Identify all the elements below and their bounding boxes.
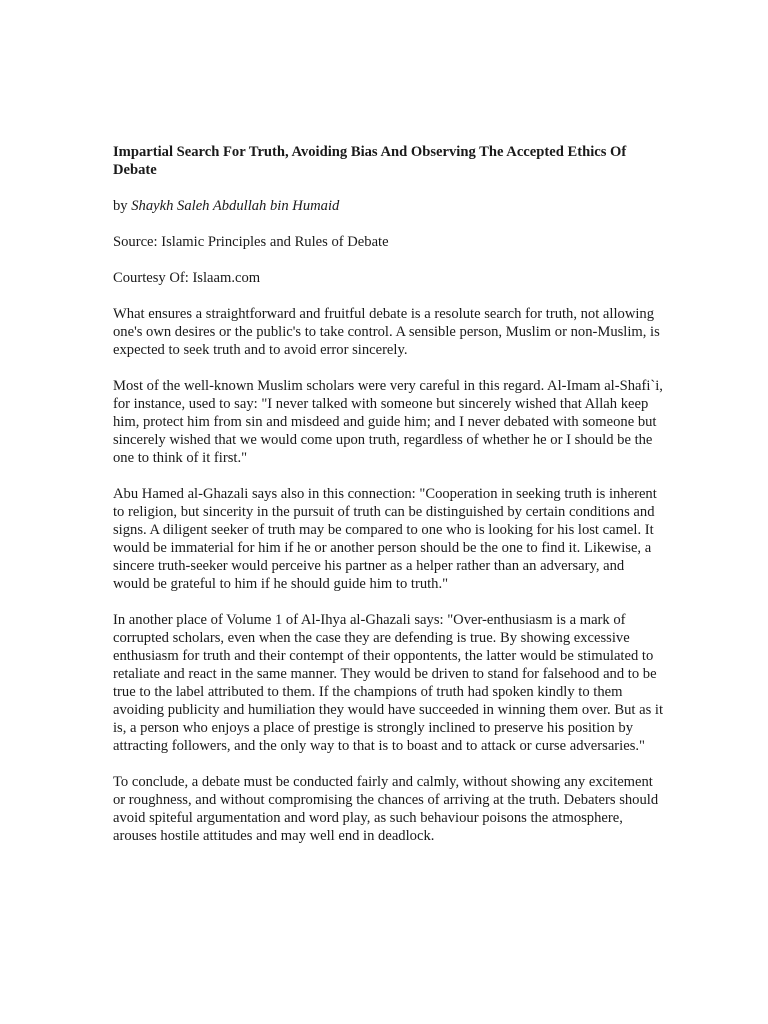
body-paragraph-1: What ensures a straightforward and fruitful debate is a resolute search for truth, not allowing one's own desires or the public's to take control. A sensible person, Muslim or non-Muslim, is expected to seek truth and to avoid error sincerely. — [113, 306, 660, 358]
source-line: Source: Islamic Principles and Rules of Debate — [113, 234, 389, 250]
author-name: Shaykh Saleh Abdullah bin Humaid — [131, 198, 340, 214]
body-paragraph-4: In another place of Volume 1 of Al-Ihya al-Ghazali says: "Over-enthusiasm is a mark of corrupted scholars, even when the case they are defending is true. By showing excessive enthusiasm for truth and their contempt of their oppontents, the latter would be stimulated to retaliate and react in the same manner. They would be driven to stand for falsehood and to be true to the label attributed to them. If the champions of truth had spoken kindly to them avoiding publicity and humiliation they would have succeeded in winning them over. But as it is, a person who enjoys a place of prestige is strongly inclined to preserve his position by attracting followers, and the only way to that is to boast and to attack or curse adversaries." — [113, 612, 664, 754]
document-page — [113, 143, 663, 863]
body-paragraph-2: Most of the well-known Muslim scholars were very careful in this regard. Al-Imam al-Shafi`i, for instance, used to say: "I never talked with someone but sincerely wished that Allah keep him, protect him from sin and misdeed and guide him; and I never debated with someone but sincerely wished that we would come upon truth, regardless of whether he or I should be the one to think of it first." — [113, 378, 663, 466]
body-paragraph-3: Abu Hamed al-Ghazali says also in this connection: "Cooperation in seeking truth is inherent to religion, but sincerity in the pursuit of truth can be distinguished by certain conditions and signs. A diligent seeker of truth may be compared to one who is looking for his lost camel. It would be immaterial for him if he or another person should be the one to find it. Likewise, a sincere truth-seeker would perceive his partner as a helper rather than an adversary, and would be grateful to him if he should guide him to truth." — [113, 486, 657, 592]
courtesy-line: Courtesy Of: Islaam.com — [113, 270, 261, 286]
document-title: Impartial Search For Truth, Avoiding Bias And Observing The Accepted Ethics Of Debate — [113, 144, 627, 178]
body-paragraph-5: To conclude, a debate must be conducted fairly and calmly, without showing any excitement or roughness, and without compromising the chances of arriving at the truth. Debaters should avoid spiteful argumentation and word play, as such behaviour poisons the atmosphere, arouses hostile attitudes and may well end in deadlock. — [113, 774, 659, 844]
byline — [113, 197, 663, 215]
byline-prefix: by — [113, 198, 128, 214]
